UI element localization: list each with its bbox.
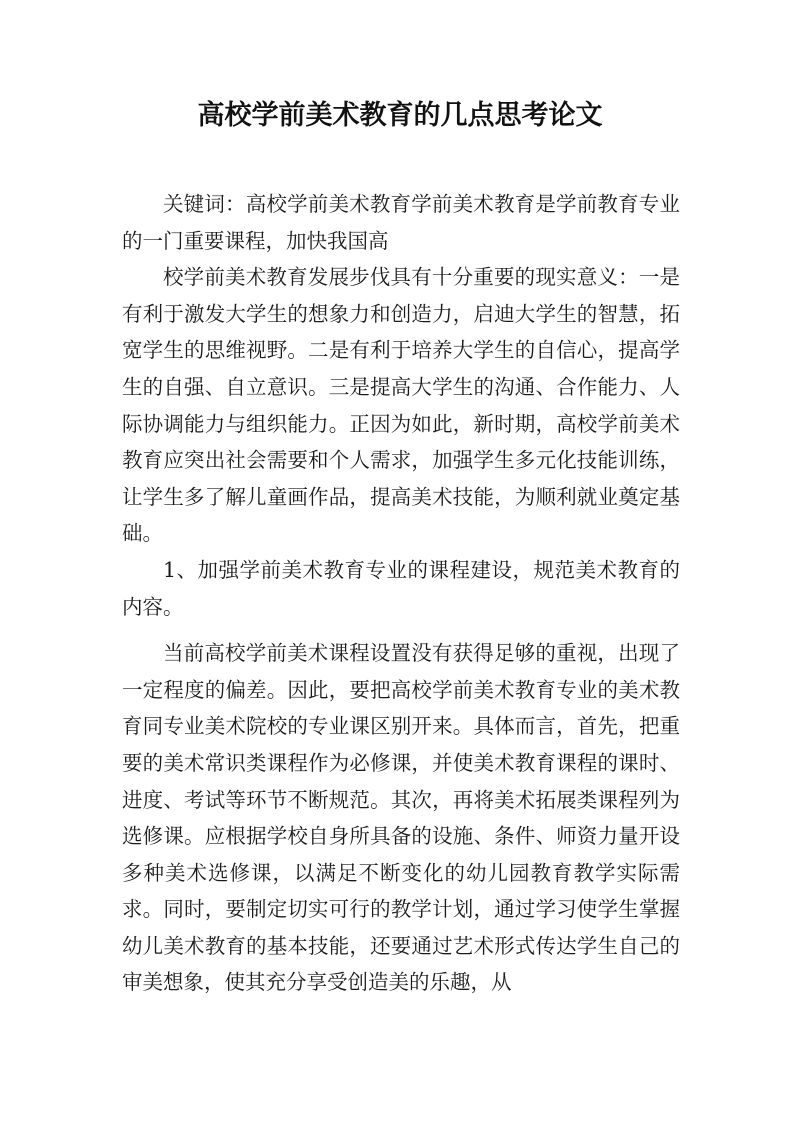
document-body [122,186,680,1001]
page-title: 高校学前美术教育的几点思考论文 [197,100,603,131]
paragraph-section-heading: 1、加强学前美术教育专业的课程建设，规范美术教育的内容。 [122,557,680,619]
paragraph-curriculum: 当前高校学前美术课程设置没有获得足够的重视，出现了一定程度的偏差。因此，要把高校学前美术教育专业的美术教育同专业美术院校的专业课区别开来。具体而言，首先，把重要的美术常识类课程作为必修课，并使美术教育课程的课时、进度、考试等环节不断规范。其次，再将美术拓展类课程列为选修课。应根据学校自身所具备的设施、条件、师资力量开设多种美术选修课，以满足不断变化的幼儿园教育教学实际需求。同时，要制定切实可行的教学计划，通过学习使学生掌握幼儿美术教育的基本技能，还要通过艺术形式传达学生自己的审美想象，使其充分享受创造美的乐趣，从 [122,641,680,995]
paragraph-keywords: 关键词：高校学前美术教育学前美术教育是学前教育专业的一门重要课程，加快我国高 [122,192,680,253]
paragraph-significance: 校学前美术教育发展步伐具有十分重要的现实意义：一是有利于激发大学生的想象力和创造力，启迪大学生的智慧，拓宽学生的思维视野。二是有利于培养大学生的自信心，提高学生的自强、自立意识。三是提高大学生的沟通、合作能力、人际协调能力与组织能力。正因为如此，新时期，高校学前美术教育应突出社会需要和个人需求，加强学生多元化技能训练，让学生多了解儿童画作品，提高美术技能，为顺利就业奠定基础。 [122,265,680,546]
